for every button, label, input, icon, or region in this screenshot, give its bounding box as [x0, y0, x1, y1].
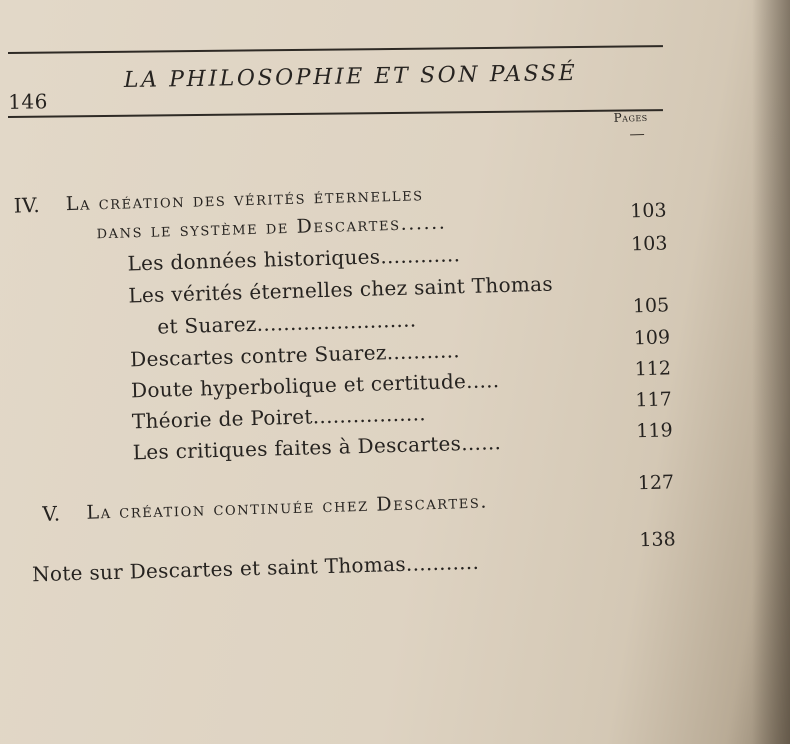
section-iv-title-line2: dans le système de Descartes...... [96, 211, 447, 244]
toc-item-doute-hyperbolique-page: 112 [634, 357, 672, 381]
toc-item-theorie-de-poiret-page: 117 [635, 388, 673, 412]
section-iv-numeral: IV. [13, 192, 41, 218]
section-v-numeral: V. [42, 501, 61, 526]
toc-item-et-suarez-page: 105 [632, 294, 670, 318]
pages-column-label: Pages [613, 109, 648, 125]
pages-column-dash [630, 134, 644, 135]
section-v-title: La création continuée chez Descartes. [86, 490, 489, 524]
toc-item-theorie-de-poiret: Théorie de Poiret................. [131, 401, 427, 434]
toc-item-descartes-contre-suarez-page: 109 [633, 326, 671, 350]
toc-note: Note sur Descartes et saint Thomas........... [31, 549, 480, 587]
toc-note-page: 138 [639, 528, 676, 552]
section-iv-title-line1: La création des vérités éternelles [65, 183, 424, 216]
section-v-page: 127 [637, 471, 675, 495]
running-title: LA PHILOSOPHIE ET SON PASSÉ [123, 60, 578, 94]
toc-item-critiques-descartes: Les critiques faites à Descartes...... [132, 430, 502, 465]
section-iv-page: 103 [629, 199, 667, 223]
page-number: 146 [8, 89, 49, 114]
toc-item-doute-hyperbolique: Doute hyperbolique et certitude..... [130, 368, 500, 403]
toc-item-donnees-historiques-page: 103 [630, 232, 668, 256]
toc-item-verites-eternelles: Les vérités éternelles chez saint Thomas [128, 271, 554, 308]
toc-item-et-suarez: et Suarez........................ [156, 307, 417, 339]
toc-item-critiques-descartes-page: 119 [636, 419, 673, 443]
toc-item-descartes-contre-suarez: Descartes contre Suarez........... [129, 338, 461, 372]
toc-item-donnees-historiques: Les données historiques............ [127, 242, 461, 276]
